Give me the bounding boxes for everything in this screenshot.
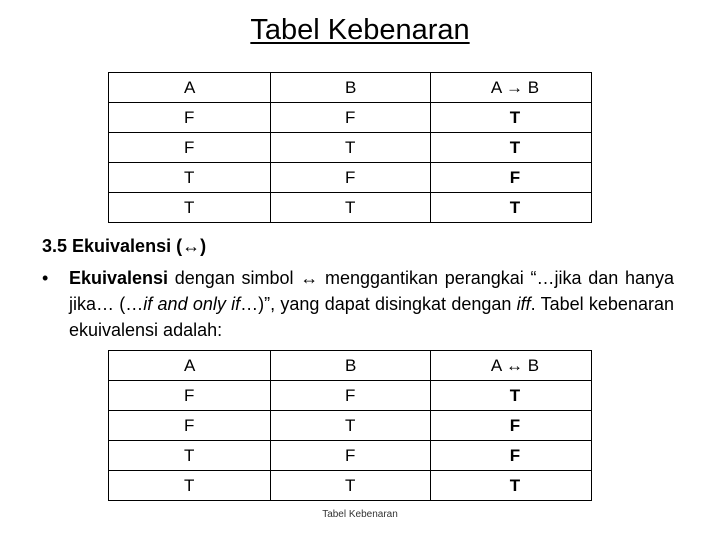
table-row bbox=[109, 163, 592, 193]
header-cell-result: A ↔ B bbox=[431, 351, 592, 381]
cell-result: F bbox=[431, 163, 592, 193]
table-row bbox=[109, 411, 592, 441]
cell-a: T bbox=[109, 193, 271, 223]
header-cell-b: B bbox=[271, 73, 431, 103]
bullet-text bbox=[69, 265, 674, 343]
table-row bbox=[109, 133, 592, 163]
cell-result: T bbox=[431, 471, 592, 501]
cell-a: T bbox=[109, 441, 271, 471]
cell-result: T bbox=[431, 103, 592, 133]
equivalence-truth-table bbox=[108, 350, 592, 501]
text-italic: if and only if bbox=[143, 294, 241, 314]
cell-b: T bbox=[271, 471, 431, 501]
bullet-icon: • bbox=[42, 268, 49, 288]
cell-b: F bbox=[271, 441, 431, 471]
cell-a: F bbox=[109, 103, 271, 133]
text-italic: iff bbox=[516, 294, 531, 314]
cell-b: F bbox=[271, 381, 431, 411]
table-header-row bbox=[109, 351, 592, 381]
table-row bbox=[109, 193, 592, 223]
table-header-row bbox=[109, 73, 592, 103]
cell-result: T bbox=[431, 193, 592, 223]
cell-b: T bbox=[271, 411, 431, 441]
cell-b: F bbox=[271, 103, 431, 133]
bullet-paragraph bbox=[42, 265, 674, 343]
cell-a: T bbox=[109, 471, 271, 501]
table-row bbox=[109, 471, 592, 501]
implication-truth-table bbox=[108, 72, 592, 223]
cell-result: F bbox=[431, 441, 592, 471]
cell-result: F bbox=[431, 411, 592, 441]
cell-a: F bbox=[109, 133, 271, 163]
header-cell-result: A → B bbox=[431, 73, 592, 103]
cell-a: F bbox=[109, 411, 271, 441]
text-segment: . Tabel kebenaran ekuivalensi adalah: bbox=[69, 294, 674, 340]
table-row bbox=[109, 103, 592, 133]
cell-a: F bbox=[109, 381, 271, 411]
cell-result: T bbox=[431, 381, 592, 411]
text-segment: dengan simbol ↔ menggantikan perangkai “…jika dan hanya jika… (… bbox=[69, 268, 674, 314]
header-cell-a: A bbox=[109, 351, 271, 381]
header-cell-b: B bbox=[271, 351, 431, 381]
cell-a: T bbox=[109, 163, 271, 193]
term-bold: Ekuivalensi bbox=[69, 268, 169, 288]
footer-text: Tabel Kebenaran bbox=[322, 509, 398, 520]
section-heading: 3.5 Ekuivalensi (↔) bbox=[42, 236, 207, 256]
cell-b: T bbox=[271, 193, 431, 223]
header-cell-a: A bbox=[109, 73, 271, 103]
table-row bbox=[109, 381, 592, 411]
text-segment: …)”, yang dapat disingkat dengan bbox=[240, 294, 517, 314]
cell-b: T bbox=[271, 133, 431, 163]
cell-b: F bbox=[271, 163, 431, 193]
table-row bbox=[109, 441, 592, 471]
page-title: Tabel Kebenaran bbox=[250, 14, 470, 46]
cell-result: T bbox=[431, 133, 592, 163]
